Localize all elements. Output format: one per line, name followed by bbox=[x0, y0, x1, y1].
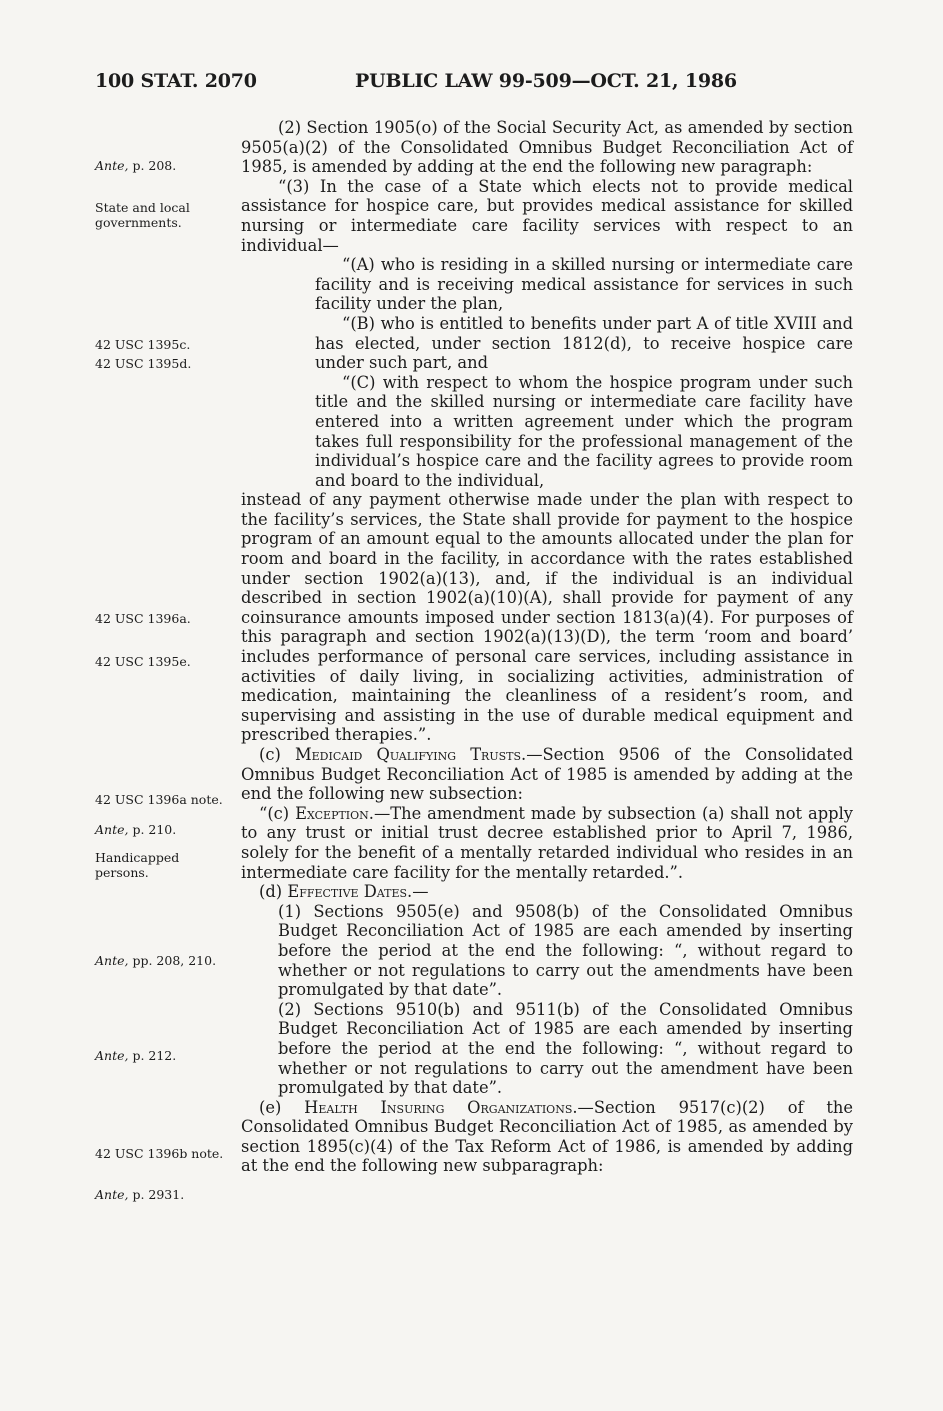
subsection-d-heading: Effective Dates. bbox=[287, 882, 413, 902]
margin-note-ante-208: Ante, p. 208. bbox=[95, 158, 177, 173]
margin-note-ante-210: Ante, p. 210. bbox=[95, 822, 177, 837]
law-title: PUBLIC LAW 99-509—OCT. 21, 1986 bbox=[355, 70, 737, 92]
margin-note-ante-212: Ante, p. 212. bbox=[95, 1048, 177, 1063]
paragraph-3-continuation: instead of any payment otherwise made under the plan with respect to the facility’s services, the State shall provide for payment to the hospice program of an amount equal to the amounts allocated under the plan for room and board in the facility, in accordance with the rates established under section 1902(a)(13), and, if the individual is an individual described in section 1902(a)(10)(A), shall provide for payment of any coinsurance amounts imposed under section 1813(a)(4). For purposes of this paragraph and section 1902(a)(13)(D), the term ‘room and board’ includes performance of personal care services, including assistance in activities of daily living, in socializing activities, administration of medication, maintaining the cleanliness of a resident’s room, and supervising and assisting in the use of durable medical equipment and prescribed therapies.”. bbox=[241, 490, 853, 745]
exception-subsection: “(c) Exception.—The amendment made by subsection (a) shall not apply to any trust or initial trust decree established prior to April 7, 1986, solely for the benefit of a mentally retarded individual who resides in an intermediate care facility for the mentally retarded.”. bbox=[241, 803, 853, 882]
margin-note-1396b-note: 42 USC 1396b note. bbox=[95, 1146, 224, 1161]
subsection-c-heading: Medicaid Qualifying Trusts. bbox=[294, 745, 527, 764]
exception-heading: Exception. bbox=[295, 803, 374, 823]
margin-note-1395d: 42 USC 1395d. bbox=[95, 356, 192, 371]
margin-note-ante-208-210: Ante, pp. 208, 210. bbox=[95, 953, 217, 968]
margin-note-1395c: 42 USC 1395c. bbox=[95, 337, 191, 352]
subsection-e-heading: Health Insuring Organizations. bbox=[304, 1097, 578, 1117]
clause-a: “(A) who is residing in a skilled nursing or intermediate care facility and is receiving medical assistance for services in such facility under the plan, bbox=[315, 255, 853, 314]
margin-note-1395e: 42 USC 1395e. bbox=[95, 654, 191, 669]
clause-b: “(B) who is entitled to benefits under part A of title XVIII and has elected, under section 1812(d), to receive hospice care under such part, and bbox=[315, 313, 853, 373]
subsection-d-2: (2) Sections 9510(b) and 9511(b) of the Consolidated Omnibus Budget Reconciliation Act of 1985 are each amended by inserting before the period at the end the following: “, without regard to whether or not regulations to carry out the amendment have been promulgated by that date”. bbox=[278, 999, 853, 1098]
subsection-d-1: (1) Sections 9505(e) and 9508(b) of the Consolidated Omnibus Budget Reconciliation Act of 1985 are each amended by inserting before the period at the end the following: “, without regard to whether or not regulations to carry out the amendments have been promulgated by that date”. bbox=[278, 901, 853, 1000]
clause-c: “(C) with respect to whom the hospice program under such title and the skilled nursing or intermediate care facility have entered into a written agreement under which the program takes full responsibility for the professional management of the individual’s hospice care and the facility agrees to provide room and board to the individual, bbox=[315, 372, 853, 490]
statute-body bbox=[241, 118, 853, 1176]
paragraph-3: “(3) In the case of a State which elects not to provide medical assistance for hospice care, but provides medical assistance for skilled nursing or intermediate care facility services with respect to an individual— bbox=[241, 176, 853, 255]
subsection-c: (c) Medicaid Qualifying Trusts.—Section 9506 of the Consolidated Omnibus Budget Reconciliation Act of 1985 is amended by adding at the end the following new subsection: bbox=[241, 745, 854, 804]
margin-note-ante-2931: Ante, p. 2931. bbox=[95, 1187, 185, 1202]
subsection-d: (d) Effective Dates.— bbox=[259, 882, 429, 902]
subsection-e: (e) Health Insuring Organizations.—Section 9517(c)(2) of the Consolidated Omnibus Budget Reconciliation Act of 1985, as amended by section 1895(c)(4) of the Tax Reform Act of 1986, is amended by adding at the end the following new subparagraph: bbox=[241, 1097, 854, 1176]
margin-note-1396a: 42 USC 1396a. bbox=[95, 611, 191, 626]
margin-note-1396a-note: 42 USC 1396a note. bbox=[95, 792, 223, 807]
stat-reference: 100 STAT. 2070 bbox=[95, 70, 257, 92]
page-header bbox=[95, 70, 855, 100]
paragraph-2-intro: (2) Section 1905(o) of the Social Security Act, as amended by section 9505(a)(2) of the Consolidated Omnibus Budget Reconciliation Act of 1985, is amended by adding at the end the following new paragraph: bbox=[241, 118, 853, 177]
margin-note-handicapped: Handicapped persons. bbox=[95, 850, 180, 880]
margin-note-state-local: State and local governments. bbox=[95, 200, 190, 230]
